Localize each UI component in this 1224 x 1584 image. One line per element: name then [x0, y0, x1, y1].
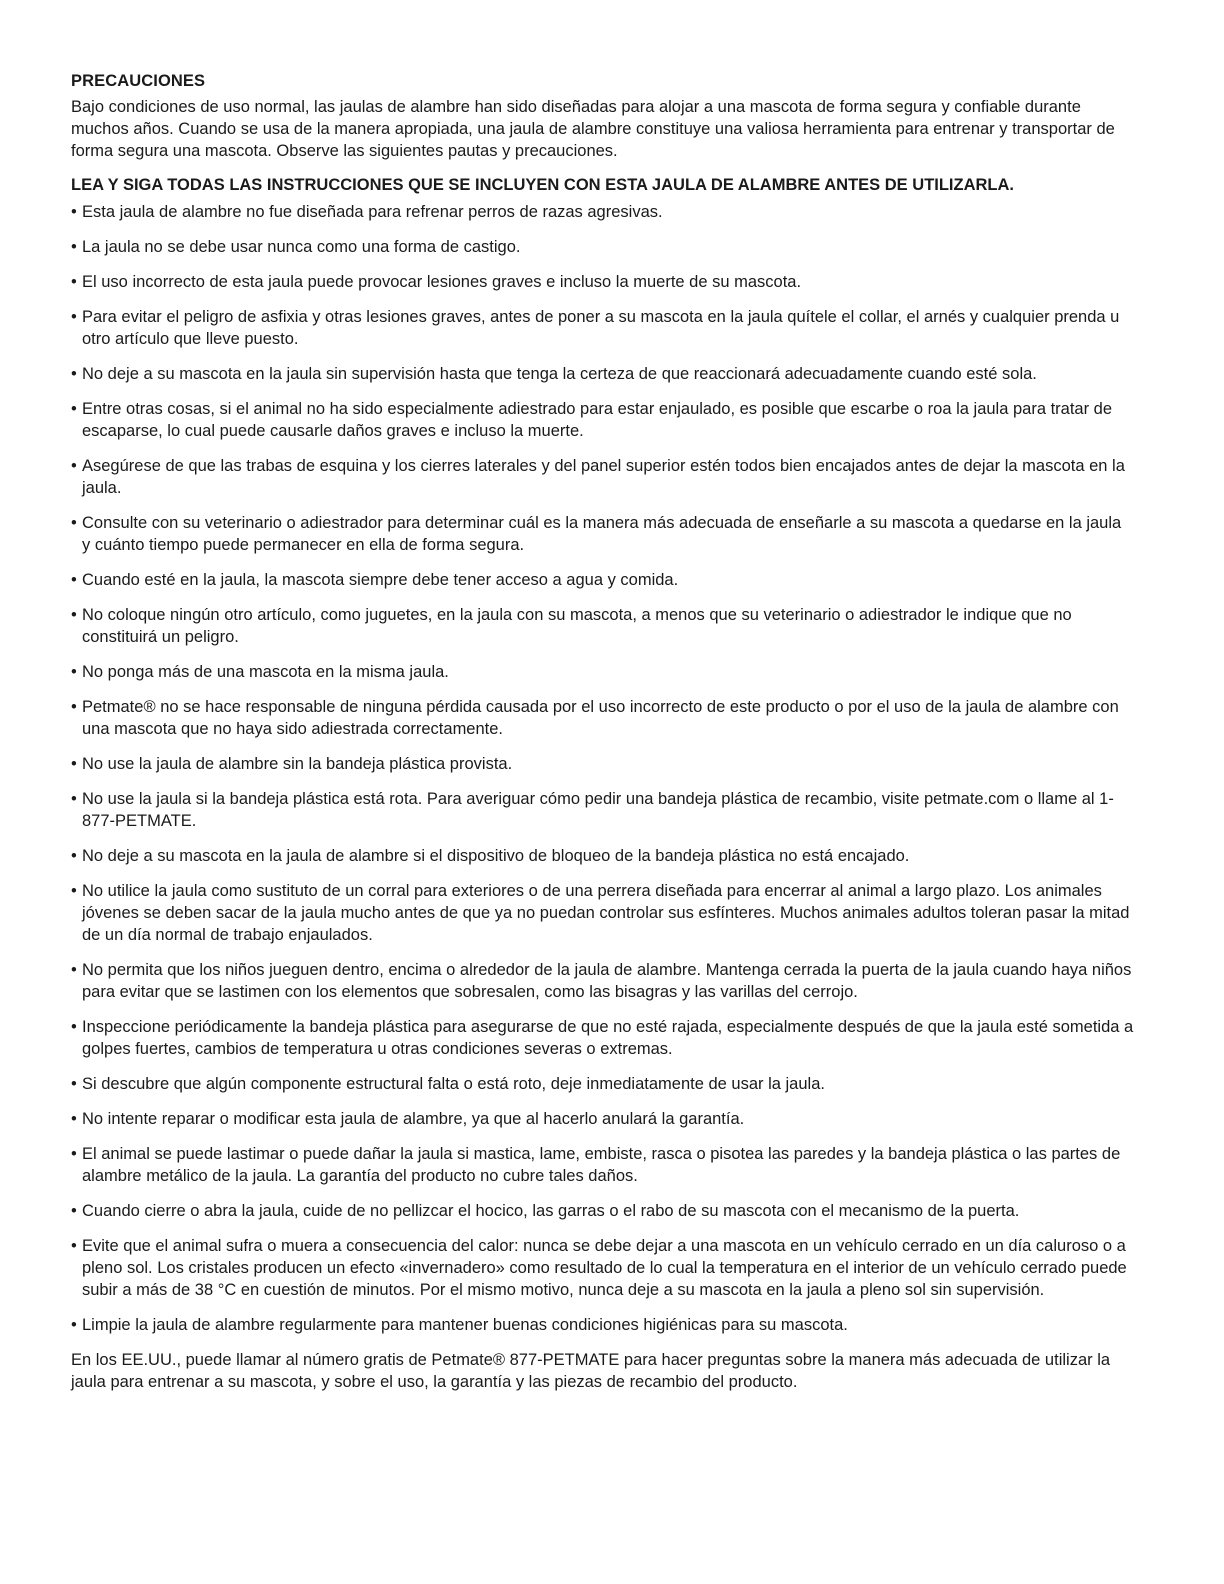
list-item — [71, 1235, 1134, 1301]
list-item — [71, 1314, 1134, 1336]
list-item — [71, 236, 1134, 258]
instruction-subheading: LEA Y SIGA TODAS LAS INSTRUCCIONES QUE SE INCLUYEN CON ESTA JAULA DE ALAMBRE ANTES DE UTILIZARLA. — [71, 176, 1015, 194]
list-item — [71, 661, 1134, 683]
list-item — [71, 201, 1134, 223]
bullet-icon: • — [71, 1110, 77, 1128]
list-item — [71, 271, 1134, 293]
list-item-text: Esta jaula de alambre no fue diseñada para refrenar perros de razas agresivas. — [82, 203, 663, 221]
list-item — [71, 1073, 1134, 1095]
list-item — [71, 1143, 1134, 1187]
bullet-icon: • — [71, 1145, 77, 1163]
list-item — [71, 845, 1134, 867]
list-item-text: No use la jaula si la bandeja plástica está rota. Para averiguar cómo pedir una bandeja plástica de recambio, visite petmate.com o llame al 1-877-PETMATE. — [82, 790, 1114, 830]
bullet-icon: • — [71, 571, 77, 589]
list-item — [71, 604, 1134, 648]
bullet-icon: • — [71, 514, 77, 532]
list-item — [71, 1016, 1134, 1060]
list-item-text: No deje a su mascota en la jaula de alambre si el dispositivo de bloqueo de la bandeja plástica no está encajado. — [82, 847, 910, 865]
list-item — [71, 512, 1134, 556]
intro-paragraph: Bajo condiciones de uso normal, las jaulas de alambre han sido diseñadas para alojar a una mascota de forma segura y confiable durante muchos años. Cuando se usa de la manera apropiada, una jaula de alambre constituye una valiosa herramienta para entrenar y transportar de forma segura una mascota. Observe las siguientes pautas y precauciones. — [71, 98, 1115, 160]
list-item — [71, 753, 1134, 775]
list-item — [71, 1108, 1134, 1130]
list-item-text: Consulte con su veterinario o adiestrador para determinar cuál es la manera más adecuada de enseñarle a su mascota a quedarse en la jaula y cuánto tiempo puede permanecer en ella de forma segura. — [82, 514, 1122, 554]
list-item-text: No use la jaula de alambre sin la bandeja plástica provista. — [82, 755, 513, 773]
list-item-text: Petmate® no se hace responsable de ninguna pérdida causada por el uso incorrecto de este producto o por el uso de la jaula de alambre con una mascota que no haya sido adiestrada correctamente. — [82, 698, 1119, 738]
footer-paragraph: En los EE.UU., puede llamar al número gratis de Petmate® 877-PETMATE para hacer preguntas sobre la manera más adecuada de utilizar la jaula para entrenar a su mascota, y sobre el uso, la garantía y las piezas de recambio del producto. — [71, 1351, 1111, 1391]
bullet-icon: • — [71, 606, 77, 624]
list-item-text: No deje a su mascota en la jaula sin supervisión hasta que tenga la certeza de que reaccionará adecuadamente cuando esté sola. — [82, 365, 1037, 383]
section-heading: PRECAUCIONES — [71, 72, 206, 90]
list-item-text: Limpie la jaula de alambre regularmente para mantener buenas condiciones higiénicas para su mascota. — [82, 1316, 848, 1334]
bullet-icon: • — [71, 400, 77, 418]
list-item-text: No intente reparar o modificar esta jaula de alambre, ya que al hacerlo anulará la garantía. — [82, 1110, 745, 1128]
bullet-icon: • — [71, 961, 77, 979]
list-item — [71, 1200, 1134, 1222]
list-item-text: No permita que los niños jueguen dentro, encima o alrededor de la jaula de alambre. Mantenga cerrada la puerta de la jaula cuando haya niños para evitar que se lastimen con los elementos que sobresalen, como las bisagras y las varillas del cerrojo. — [82, 961, 1132, 1001]
bullet-icon: • — [71, 847, 77, 865]
bullet-icon: • — [71, 203, 77, 221]
list-item-text: Evite que el animal sufra o muera a consecuencia del calor: nunca se debe dejar a una mascota en un vehículo cerrado en un día caluroso o a pleno sol. Los cristales producen un efecto «invernadero» como resultado de lo cual la temperatura en el interior de un vehículo cerrado puede subir a más de 38 °C en cuestión de minutos. Por el mismo motivo, nunca deje a su mascota en la jaula a pleno sol sin supervisión. — [82, 1237, 1127, 1299]
list-item-text: Si descubre que algún componente estructural falta o está roto, deje inmediatamente de usar la jaula. — [82, 1075, 825, 1093]
list-item-text: No utilice la jaula como sustituto de un corral para exteriores o de una perrera diseñada para encerrar al animal a largo plazo. Los animales jóvenes se deben sacar de la jaula mucho antes de que ya no puedan controlar sus esfínteres. Muchos animales adultos toleran pasar la mitad de un día normal de trabajo enjaulados. — [82, 882, 1130, 944]
list-item-text: Inspeccione periódicamente la bandeja plástica para asegurarse de que no esté rajada, especialmente después de que la jaula esté sometida a golpes fuertes, cambios de temperatura u otras condiciones severas o extremas. — [82, 1018, 1134, 1058]
bullet-icon: • — [71, 882, 77, 900]
list-item — [71, 880, 1134, 946]
bullet-icon: • — [71, 457, 77, 475]
list-item — [71, 398, 1134, 442]
list-item-text: No coloque ningún otro artículo, como juguetes, en la jaula con su mascota, a menos que su veterinario o adiestrador le indique que no constituirá un peligro. — [82, 606, 1072, 646]
list-item-text: Entre otras cosas, si el animal no ha sido especialmente adiestrado para estar enjaulado, es posible que escarbe o roa la jaula para tratar de escaparse, lo cual puede causarle daños graves e incluso la muerte. — [82, 400, 1113, 440]
list-item-text: El animal se puede lastimar o puede dañar la jaula si mastica, lame, embiste, rasca o pisotea las paredes y la bandeja plástica o las partes de alambre metálico de la jaula. La garantía del producto no cubre tales daños. — [82, 1145, 1121, 1185]
list-item — [71, 306, 1134, 350]
list-item-text: No ponga más de una mascota en la misma jaula. — [82, 663, 449, 681]
list-item — [71, 455, 1134, 499]
bullet-icon: • — [71, 273, 77, 291]
bullet-icon: • — [71, 1202, 77, 1220]
list-item — [71, 363, 1134, 385]
list-item — [71, 788, 1134, 832]
list-item — [71, 569, 1134, 591]
bullet-icon: • — [71, 1237, 77, 1255]
list-item-text: Asegúrese de que las trabas de esquina y los cierres laterales y del panel superior estén todos bien encajados antes de dejar la mascota en la jaula. — [82, 457, 1125, 497]
bullet-icon: • — [71, 365, 77, 383]
list-item-text: Para evitar el peligro de asfixia y otras lesiones graves, antes de poner a su mascota en la jaula quítele el collar, el arnés y cualquier prenda u otro artículo que lleve puesto. — [82, 308, 1120, 348]
list-item-text: Cuando cierre o abra la jaula, cuide de no pellizcar el hocico, las garras o el rabo de su mascota con el mecanismo de la puerta. — [82, 1202, 1020, 1220]
bullet-icon: • — [71, 790, 77, 808]
bullet-icon: • — [71, 308, 77, 326]
precautions-list — [71, 201, 1134, 1336]
list-item-text: El uso incorrecto de esta jaula puede provocar lesiones graves e incluso la muerte de su mascota. — [82, 273, 802, 291]
bullet-icon: • — [71, 1075, 77, 1093]
list-item — [71, 959, 1134, 1003]
bullet-icon: • — [71, 1316, 77, 1334]
bullet-icon: • — [71, 663, 77, 681]
list-item-text: La jaula no se debe usar nunca como una forma de castigo. — [82, 238, 521, 256]
bullet-icon: • — [71, 1018, 77, 1036]
bullet-icon: • — [71, 238, 77, 256]
list-item — [71, 696, 1134, 740]
bullet-icon: • — [71, 698, 77, 716]
list-item-text: Cuando esté en la jaula, la mascota siempre debe tener acceso a agua y comida. — [82, 571, 679, 589]
bullet-icon: • — [71, 755, 77, 773]
